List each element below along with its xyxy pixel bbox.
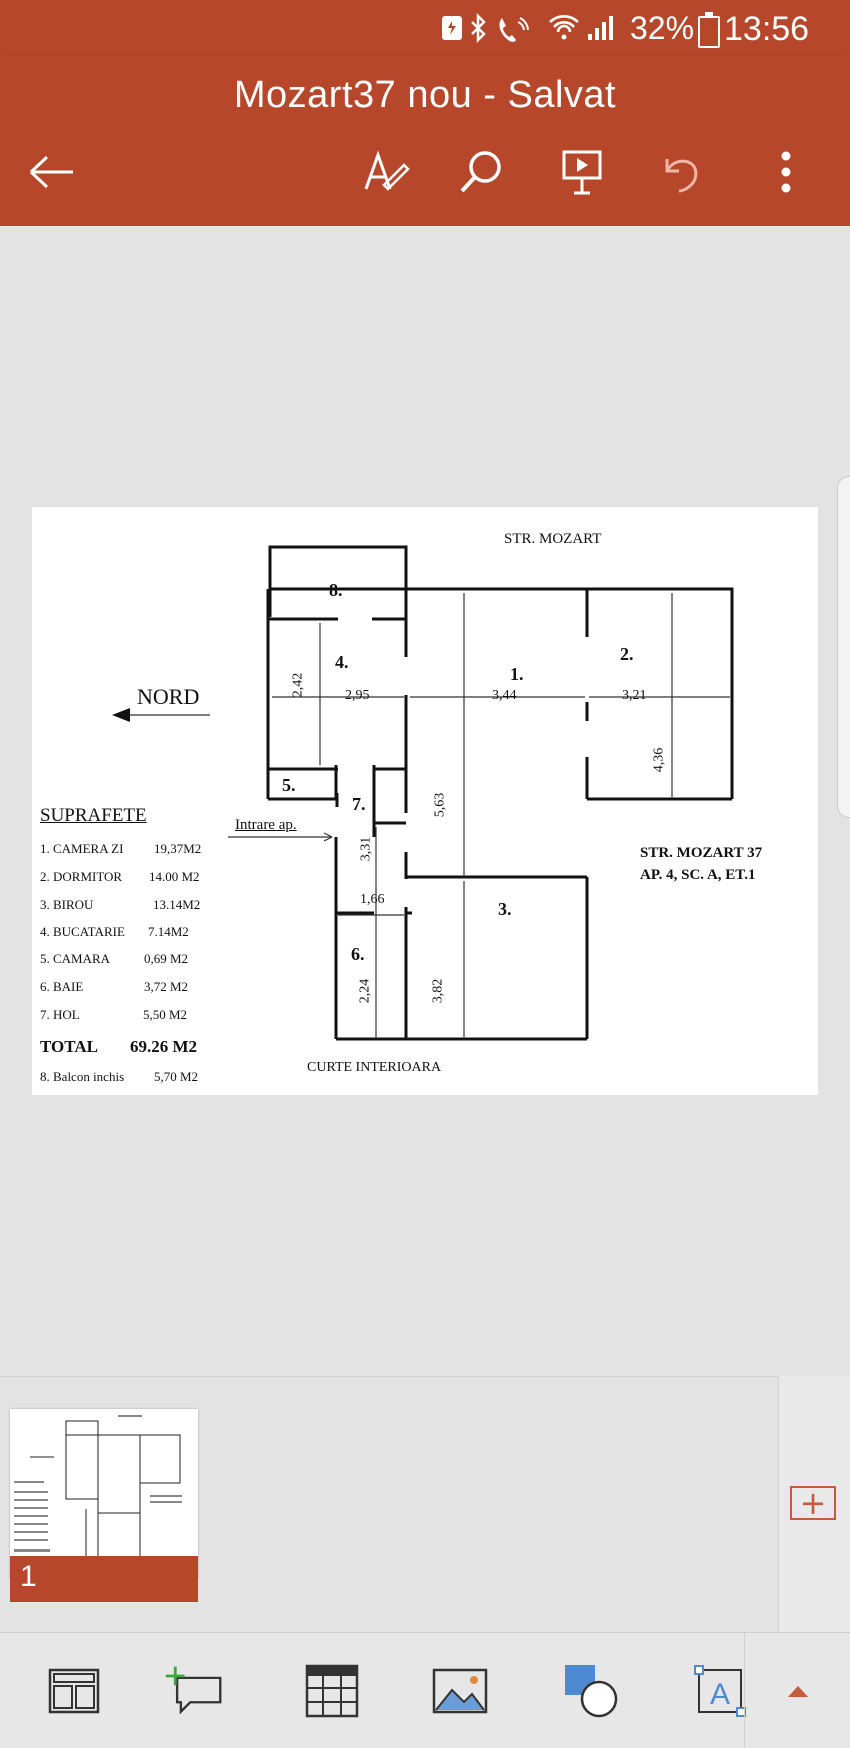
layout-icon[interactable] (44, 1663, 104, 1719)
slide-thumbnail-1[interactable] (10, 1409, 198, 1579)
surface-value: 13.14M2 (153, 897, 201, 912)
search-icon[interactable] (452, 142, 512, 202)
north-label: NORD (137, 684, 200, 709)
shapes-icon[interactable] (562, 1663, 622, 1719)
undo-icon[interactable] (652, 142, 712, 202)
room-7-label: 7. (352, 794, 366, 814)
dim-kitchen-width: 2,95 (345, 688, 370, 703)
surface-value: 5,50 M2 (143, 1007, 188, 1022)
surface-name: 1. CAMERA ZI (40, 841, 124, 856)
dim-hall-height: 3,31 (358, 836, 374, 862)
room-8-label: 8. (329, 580, 343, 600)
address-line-1: STR. MOZART 37 (640, 845, 763, 861)
dim-room1-width: 3,44 (492, 688, 517, 703)
draw-pen-icon[interactable] (355, 142, 415, 202)
picture-icon[interactable] (430, 1663, 490, 1719)
street-label: STR. MOZART (504, 531, 602, 547)
room-1-label: 1. (510, 664, 524, 684)
dim-room2-width: 3,21 (622, 688, 647, 703)
surface-value: 19,37M2 (154, 841, 202, 856)
text-box-icon[interactable] (690, 1663, 750, 1719)
status-system-icons (438, 12, 618, 44)
dim-room2-height: 4,36 (651, 747, 667, 773)
add-slide-button[interactable]: + (790, 1486, 836, 1520)
room-5-label: 5. (282, 775, 296, 795)
thumbnail-preview (10, 1409, 198, 1579)
address-line-2: AP. 4, SC. A, ET.1 (640, 867, 756, 883)
table-icon[interactable] (302, 1663, 362, 1719)
surface-name: 4. BUCATARIE (40, 924, 125, 939)
surface-value: 14.00 M2 (149, 869, 200, 884)
balcony-value: 5,70 M2 (154, 1069, 199, 1084)
app-bar (0, 56, 850, 226)
balcony-name: 8. Balcon inchis (40, 1069, 125, 1084)
svg-text:A: A (709, 1678, 731, 1711)
battery-icon (698, 16, 720, 48)
slide-1[interactable] (32, 507, 818, 1095)
surface-value: 7.14M2 (148, 924, 189, 939)
new-comment-icon[interactable] (164, 1663, 224, 1719)
surface-value: 0,69 M2 (144, 951, 189, 966)
bottom-toolbar (0, 1632, 850, 1748)
room-2-label: 2. (620, 644, 634, 664)
room-6-label: 6. (351, 944, 365, 964)
dim-kitchen-height: 2,42 (290, 672, 306, 698)
present-icon[interactable] (552, 142, 612, 202)
dim-hall-width: 1,66 (360, 892, 385, 907)
scroll-handle[interactable] (837, 476, 850, 818)
entrance-label: Intrare ap. (235, 817, 297, 833)
dim-bath-height: 2,24 (357, 978, 373, 1004)
surface-name: 3. BIROU (40, 897, 94, 912)
surface-name: 7. HOL (40, 1007, 80, 1022)
dim-room3-height: 3,82 (430, 978, 446, 1004)
back-arrow-icon[interactable] (22, 142, 82, 202)
status-icons (438, 12, 618, 44)
slide-thumbnail-1-label[interactable] (10, 1556, 198, 1602)
dim-room1-height: 5,63 (432, 792, 448, 818)
surface-name: 2. DORMITOR (40, 869, 123, 884)
surface-name: 6. BAIE (40, 979, 84, 994)
surfaces-title: SUPRAFETE (40, 805, 147, 826)
clock: 13:56 (724, 10, 810, 48)
room-4-label: 4. (335, 652, 349, 672)
battery-percent: 32% (630, 10, 695, 46)
expand-up-icon[interactable] (768, 1663, 828, 1719)
slide-number: 1 (20, 1560, 37, 1593)
room-3-label: 3. (498, 899, 512, 919)
surface-value: 3,72 M2 (144, 979, 189, 994)
total-label: TOTAL (40, 1037, 98, 1056)
status-bar (0, 0, 850, 56)
total-value: 69.26 M2 (130, 1037, 198, 1056)
surface-name: 5. CAMARA (40, 951, 111, 966)
more-vert-icon[interactable] (756, 142, 816, 202)
document-title: Mozart37 nou - Salvat (233, 74, 617, 116)
courtyard-label: CURTE INTERIOARA (307, 1060, 442, 1075)
toolbar-divider (744, 1633, 745, 1748)
